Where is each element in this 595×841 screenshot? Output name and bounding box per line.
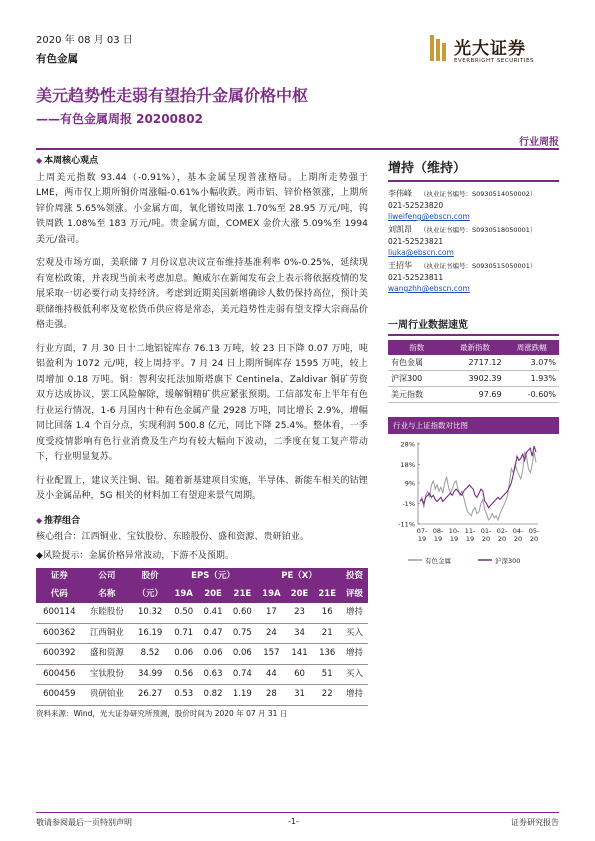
weekly-cell: 有色金属 xyxy=(388,355,445,371)
weekly-title: 一周行业数据速览 xyxy=(388,320,468,331)
table-cell: 0.41 xyxy=(198,603,227,623)
table-cell: 0.60 xyxy=(228,603,257,623)
weekly-row xyxy=(388,387,559,403)
x-tick-label: 04-20 xyxy=(512,527,524,543)
col-head: EPS（元） xyxy=(169,568,257,586)
analyst-cert: （执业证书编号：S0930515050001） xyxy=(420,262,537,270)
table-cell: 0.47 xyxy=(198,623,227,644)
table-cell: 16 xyxy=(313,603,341,623)
table-cell: 0.75 xyxy=(228,623,257,644)
col-subhead: 20E xyxy=(286,586,314,604)
col-head: PE（X） xyxy=(257,568,341,586)
report-subtitle: ——有色金属周报 20200802 xyxy=(36,112,203,126)
weekly-col-head: 最新指数 xyxy=(445,340,504,355)
weekly-col-head: 指数 xyxy=(388,340,445,355)
table-row xyxy=(36,664,368,685)
table-cell: 0.74 xyxy=(228,664,257,685)
weekly-row xyxy=(388,371,559,387)
table-cell: 44 xyxy=(257,664,286,685)
col-subhead: 21E xyxy=(228,586,257,604)
analyst-card xyxy=(388,224,559,258)
table-row xyxy=(36,685,368,706)
x-tick-label: 10-19 xyxy=(448,527,460,543)
paragraph-allocation: 行业配置上，建议关注铜、铝。随着新基建项目实施，半导体、新能车相关的钴锂及小金属品种，5G 相关的材料加工有望迎来景气周期。 xyxy=(36,475,368,501)
rating-divider xyxy=(388,180,559,182)
table-cell: 51 xyxy=(313,664,341,685)
x-tick-label: 07-19 xyxy=(416,527,428,543)
header-divider xyxy=(36,148,559,150)
analyst-email-link[interactable]: liweifeng@ebscn.com xyxy=(388,212,470,221)
page-number: -1- xyxy=(288,817,299,826)
col-subhead: 21E xyxy=(313,586,341,604)
company-logo xyxy=(428,33,568,73)
analyst-phone: 021-52523821 xyxy=(388,237,444,246)
rating: 增持（维持） xyxy=(388,161,467,176)
table-cell: 34 xyxy=(286,623,314,644)
table-cell: 0.53 xyxy=(169,685,198,706)
paragraph-prices: 上周美元指数 93.44（-0.91%），基本金属呈现普涨格局。上期所走势强于 LME，两市仅上期所铜价周涨幅-0.61%小幅收跌。两市铝、锌价格领涨，上期所锌价周涨 5.65%领涨。小金属方面，氧化镨钕周涨 1.70%至 28.95 万元/吨，钨铁周跌 1.08%至 183 万元/吨。贵金属方面，COMEX 金价大涨 5.09%至 1994 美元/盎司。 xyxy=(36,172,368,245)
series-line-0 xyxy=(420,452,536,520)
x-tick-label: 11-19 xyxy=(464,527,476,543)
table-cell: 24 xyxy=(257,623,286,644)
col-head: 股价 xyxy=(131,568,169,586)
weekly-cell: 沪深300 xyxy=(388,371,445,387)
y-tick-label: -11% xyxy=(398,520,415,529)
weekly-cell: 1.93% xyxy=(505,371,559,387)
table-cell: 0.56 xyxy=(169,664,198,685)
table-cell: 600362 xyxy=(36,623,83,644)
col-subhead: 19A xyxy=(257,586,286,604)
table-row xyxy=(36,644,368,665)
y-tick-label: -1% xyxy=(402,499,415,508)
weekly-row xyxy=(388,355,559,371)
weekly-cell: 3902.39 xyxy=(445,371,504,387)
table-cell: 28 xyxy=(257,685,286,706)
chart-svg xyxy=(388,434,559,574)
table-cell: 0.06 xyxy=(169,644,198,665)
weekly-cell: -0.60% xyxy=(505,387,559,403)
analyst-list xyxy=(388,188,559,294)
weekly-table xyxy=(388,340,559,403)
y-tick-label: 28% xyxy=(400,440,415,449)
stock-table xyxy=(36,568,368,706)
footer-divider xyxy=(36,812,559,813)
table-cell: 买入 xyxy=(341,664,368,685)
weekly-cell: 美元指数 xyxy=(388,387,445,403)
analyst-cert: （执业证书编号：S0930518050001） xyxy=(420,226,537,234)
table-cell: 22 xyxy=(313,685,341,706)
table-cell: 1.19 xyxy=(228,685,257,706)
table-cell: 0.06 xyxy=(198,644,227,665)
col-head: 投资 xyxy=(341,568,368,586)
col-head: 公司 xyxy=(83,568,132,586)
analyst-phone: 021-52523820 xyxy=(388,201,444,210)
table-cell: 26.27 xyxy=(131,685,169,706)
table-row xyxy=(36,623,368,644)
logo-mark-icon xyxy=(428,33,448,63)
y-tick-label: 18% xyxy=(400,461,415,470)
table-cell: 0.50 xyxy=(169,603,198,623)
table-cell: 141 xyxy=(286,644,314,665)
col-subhead: 名称 xyxy=(83,586,132,604)
section-heading-core: ◆ 本周核心观点 xyxy=(36,156,99,166)
legend-label: 有色金属 xyxy=(425,557,451,565)
analyst-phone: 021-52523811 xyxy=(388,273,444,282)
report-date: 2020 年 08 月 03 日 xyxy=(36,35,133,46)
x-tick-label: 05-20 xyxy=(528,527,540,543)
col-subhead: 代码 xyxy=(36,586,83,604)
table-row xyxy=(36,603,368,623)
footer-disclaimer: 敬请参阅最后一页特别声明 xyxy=(36,818,132,827)
table-cell: 0.82 xyxy=(198,685,227,706)
table-cell: 136 xyxy=(313,644,341,665)
col-subhead: 20E xyxy=(198,586,227,604)
table-source: 资料来源：Wind，光大证券研究所预测，股价时间为 2020 年 07 月 31 日 xyxy=(36,708,288,718)
table-cell: 0.63 xyxy=(198,664,227,685)
analyst-name: 李伟峰 xyxy=(388,189,412,198)
analyst-name: 刘凯昂 xyxy=(388,225,412,234)
main-column xyxy=(36,153,368,721)
col-subhead: （元） xyxy=(131,586,169,604)
col-subhead: 评级 xyxy=(341,586,368,604)
risk-warning: ◆风险提示：金属价格异常波动，下游不及预期。 xyxy=(36,550,235,561)
table-cell: 34.99 xyxy=(131,664,169,685)
table-cell: 17 xyxy=(257,603,286,623)
table-cell: 宝钛股份 xyxy=(83,664,132,685)
table-cell: 江西铜业 xyxy=(83,623,132,644)
table-cell: 8.52 xyxy=(131,644,169,665)
table-cell: 增持 xyxy=(341,685,368,706)
weekly-divider xyxy=(388,334,559,336)
x-tick-label: 02-20 xyxy=(496,527,508,543)
paragraph-industry: 行业方面，7 月 30 日十二地铝锭库存 76.13 万吨，较 23 日下降 0.07 万吨，吨铝盈利为 1072 元/吨，较上周持平。7 月 24 日上期所铜库存 1595 万吨，较上周增加 0.18 万吨。铜：智利安托法加斯塔旗下 Centinela、Zaldivar 铜矿劳资双方达成协议，罢工风险解除，缓解铜精矿供应紧张预期。工信部发布上半年有色行业运行情况，1-6 月国内十种有色金属产量 2928 万吨，同比增长 2.9%，增幅同比回落 1.4 个百分点，实现利润 500.8 亿元，同比下降 25.4%。整体看，一季度受疫情影响有色行业消费及生产均有较大幅向下波动，二季度在复工复产带动下，行业明显复苏。 xyxy=(36,343,368,462)
analyst-card xyxy=(388,188,559,222)
table-cell: 600392 xyxy=(36,644,83,665)
logo-text: 光大证券 xyxy=(454,39,526,59)
table-cell: 增持 xyxy=(341,644,368,665)
table-cell: 0.06 xyxy=(228,644,257,665)
weekly-cell: 2717.12 xyxy=(445,355,504,371)
table-cell: 10.32 xyxy=(131,603,169,623)
bullet-icon: ◆ xyxy=(36,156,43,165)
col-subhead: 19A xyxy=(169,586,198,604)
table-cell: 157 xyxy=(257,644,286,665)
x-tick-label: 08-19 xyxy=(432,527,444,543)
footer-label: 证券研究报告 xyxy=(511,818,559,827)
x-tick-label: 01-20 xyxy=(480,527,492,543)
table-cell: 东睦股份 xyxy=(83,603,132,623)
table-cell: 600459 xyxy=(36,685,83,706)
table-cell: 贵研铂业 xyxy=(83,685,132,706)
paragraph-macro: 宏观及市场方面，美联储 7 月份议息决议宣布维持基准利率 0%-0.25%，延续现有宽松政策，并表现当前未考虑加息。鲍威尔在新闻发布会上表示将依据疫情的发展采取一切必要行动支持经济。考虑到近期美国新增确诊人数仍保持高位，预计美联储维持极低利率及宽松货币供应将是常态，美元趋势性走弱有望支撑大宗商品价格走强。 xyxy=(36,258,368,330)
sector-label: 有色金属 xyxy=(36,53,78,65)
weekly-col-head: 周涨跌幅 xyxy=(505,340,559,355)
table-cell: 0.71 xyxy=(169,623,198,644)
analyst-name: 王招华 xyxy=(388,261,412,270)
series-line-1 xyxy=(420,446,536,508)
table-cell: 增持 xyxy=(341,603,368,623)
table-cell: 60 xyxy=(286,664,314,685)
table-cell: 31 xyxy=(286,685,314,706)
sidebar xyxy=(388,153,559,578)
comparison-chart xyxy=(388,417,559,578)
y-tick-label: 9% xyxy=(404,479,415,488)
table-cell: 23 xyxy=(286,603,314,623)
report-title: 美元趋势性走弱有望抬升金属价格中枢 xyxy=(36,86,309,105)
table-cell: 买入 xyxy=(341,623,368,644)
weekly-cell: 97.69 xyxy=(445,387,504,403)
legend-label: 沪深300 xyxy=(495,557,521,565)
bullet-icon: ◆ xyxy=(36,515,43,525)
report-type: 行业周报 xyxy=(519,137,559,148)
table-cell: 16.19 xyxy=(131,623,169,644)
weekly-cell: 3.07% xyxy=(505,355,559,371)
table-cell: 盛和资源 xyxy=(83,644,132,665)
analyst-email-link[interactable]: liuka@ebscn.com xyxy=(388,248,454,257)
analyst-card xyxy=(388,260,559,294)
col-head: 证券 xyxy=(36,568,83,586)
analyst-email-link[interactable]: wangzhh@ebscn.com xyxy=(388,284,470,293)
analyst-cert: （执业证书编号：S0930514050002） xyxy=(420,190,537,198)
table-cell: 600114 xyxy=(36,603,83,623)
chart-title: 行业与上证指数对比图 xyxy=(388,417,559,434)
table-cell: 600456 xyxy=(36,664,83,685)
section-heading-portfolio: ◆ 推荐组合 xyxy=(36,515,81,526)
table-cell: 21 xyxy=(313,623,341,644)
logo-english: EVERBRIGHT SECURITIES xyxy=(454,58,534,64)
core-portfolio: 核心组合：江西铜业、宝钛股份、东睦股份、盛和资源、贵研铂业。 xyxy=(36,532,310,542)
